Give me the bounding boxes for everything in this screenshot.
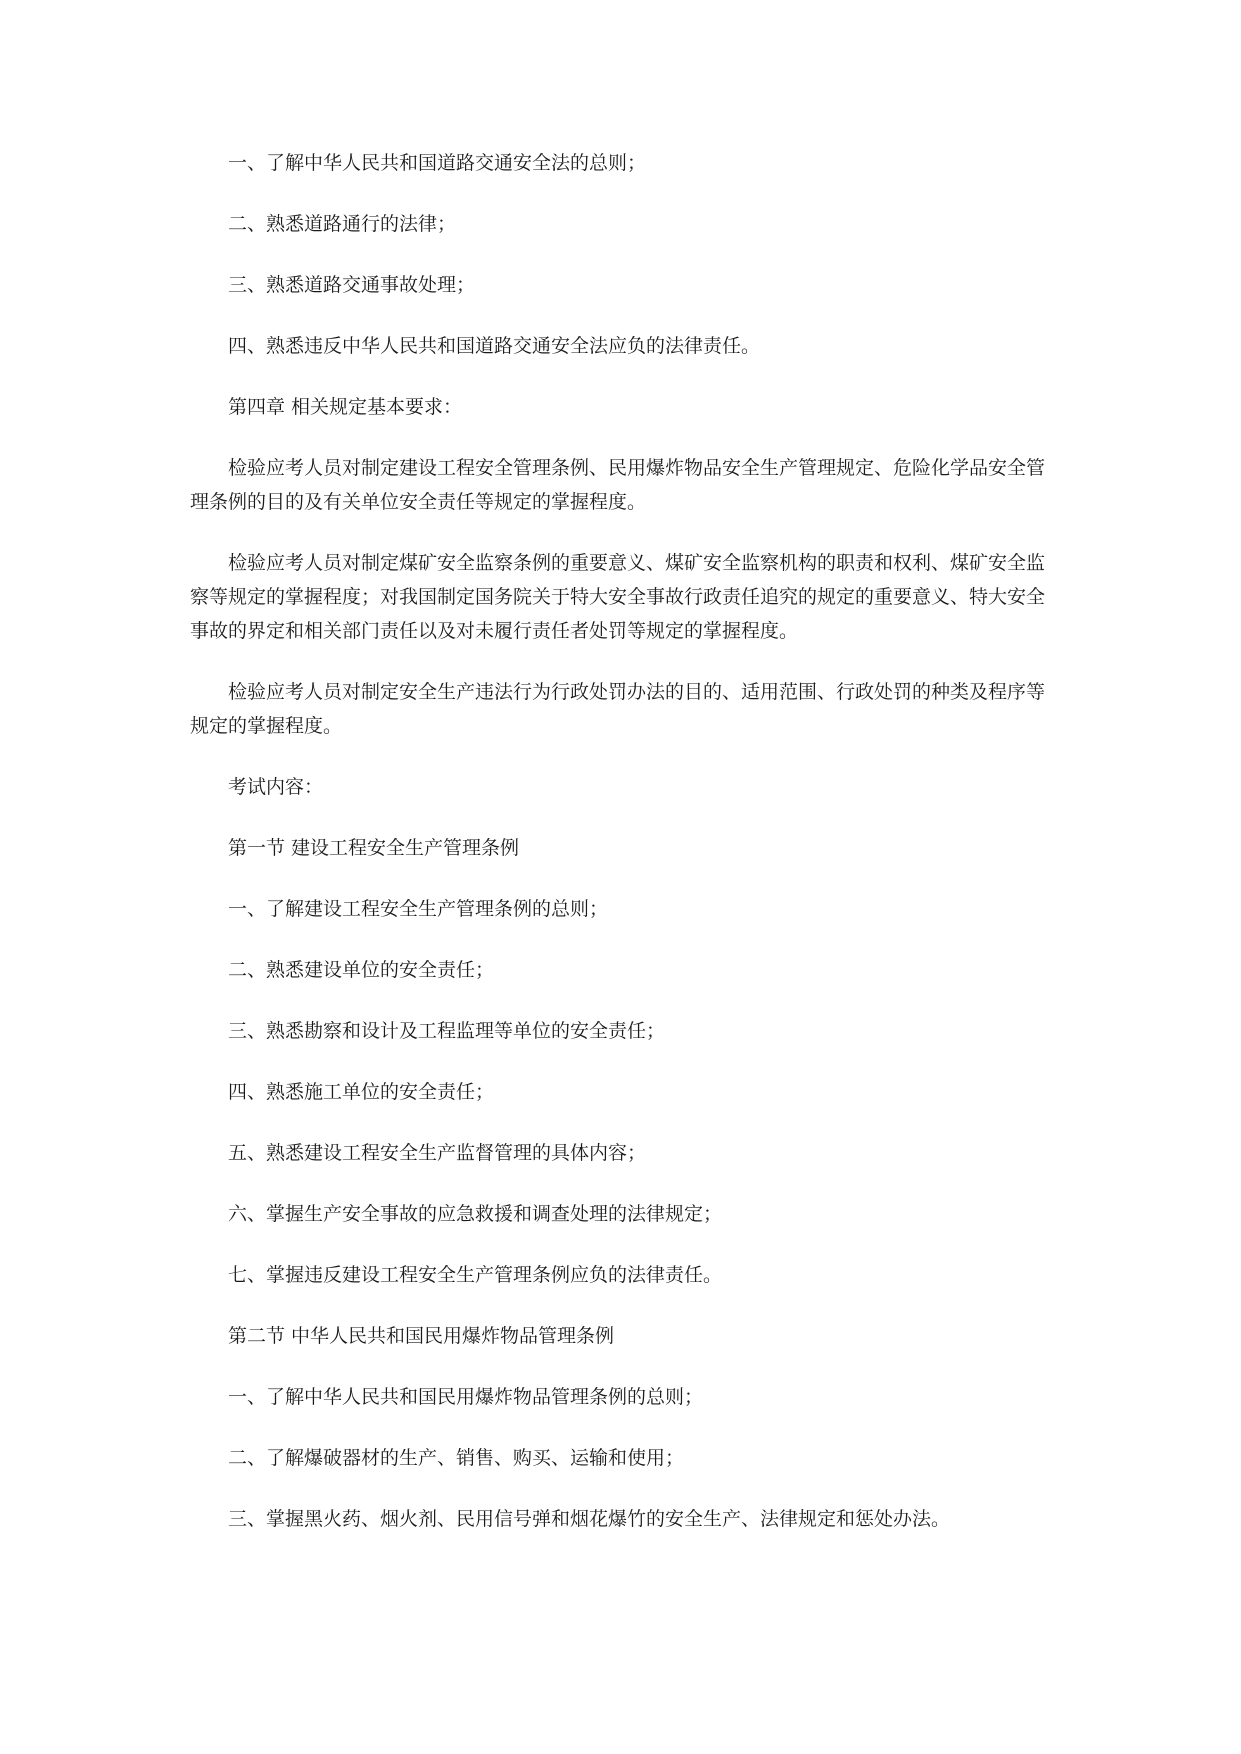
section-heading: 第一节 建设工程安全生产管理条例: [228, 837, 520, 859]
section-label: 考试内容：: [228, 776, 324, 798]
paragraph: 六、掌握生产安全事故的应急救援和调查处理的法律规定；: [228, 1203, 723, 1225]
paragraph: 四、熟悉施工单位的安全责任；: [228, 1081, 495, 1103]
paragraph: 二、熟悉道路通行的法律；: [228, 213, 457, 235]
paragraph: 检验应考人员对制定建设工程安全管理条例、民用爆炸物品安全生产管理规定、危险化学品安全管理条例的目的及有关单位安全责任等规定的掌握程度。: [190, 457, 1046, 513]
paragraph: 三、熟悉道路交通事故处理；: [228, 274, 476, 296]
chapter-heading: 第四章 相关规定基本要求：: [228, 396, 463, 418]
paragraph: 一、了解中华人民共和国民用爆炸物品管理条例的总则；: [228, 1386, 704, 1408]
paragraph: 一、了解中华人民共和国道路交通安全法的总则；: [228, 152, 647, 174]
paragraph: 一、了解建设工程安全生产管理条例的总则；: [228, 898, 609, 920]
paragraph: 三、掌握黑火药、烟火剂、民用信号弹和烟花爆竹的安全生产、法律规定和惩处办法。: [228, 1508, 951, 1530]
paragraph: 二、了解爆破器材的生产、销售、购买、运输和使用；: [228, 1447, 685, 1469]
paragraph: 三、熟悉勘察和设计及工程监理等单位的安全责任；: [228, 1020, 666, 1042]
paragraph: 检验应考人员对制定安全生产违法行为行政处罚办法的目的、适用范围、行政处罚的种类及程序等规定的掌握程度。: [190, 681, 1046, 737]
paragraph: 五、熟悉建设工程安全生产监督管理的具体内容；: [228, 1142, 647, 1164]
paragraph: 七、掌握违反建设工程安全生产管理条例应负的法律责任。: [228, 1264, 723, 1286]
paragraph: 四、熟悉违反中华人民共和国道路交通安全法应负的法律责任。: [228, 335, 761, 357]
section-heading: 第二节 中华人民共和国民用爆炸物品管理条例: [228, 1325, 615, 1347]
paragraph: 检验应考人员对制定煤矿安全监察条例的重要意义、煤矿安全监察机构的职责和权利、煤矿安全监察等规定的掌握程度；对我国制定国务院关于特大安全事故行政责任追究的规定的重要意义、特大安全事故的界定和相关部门责任以及对未履行责任者处罚等规定的掌握程度。: [190, 552, 1046, 642]
paragraph: 二、熟悉建设单位的安全责任；: [228, 959, 495, 981]
document-body: [190, 146, 1050, 1563]
